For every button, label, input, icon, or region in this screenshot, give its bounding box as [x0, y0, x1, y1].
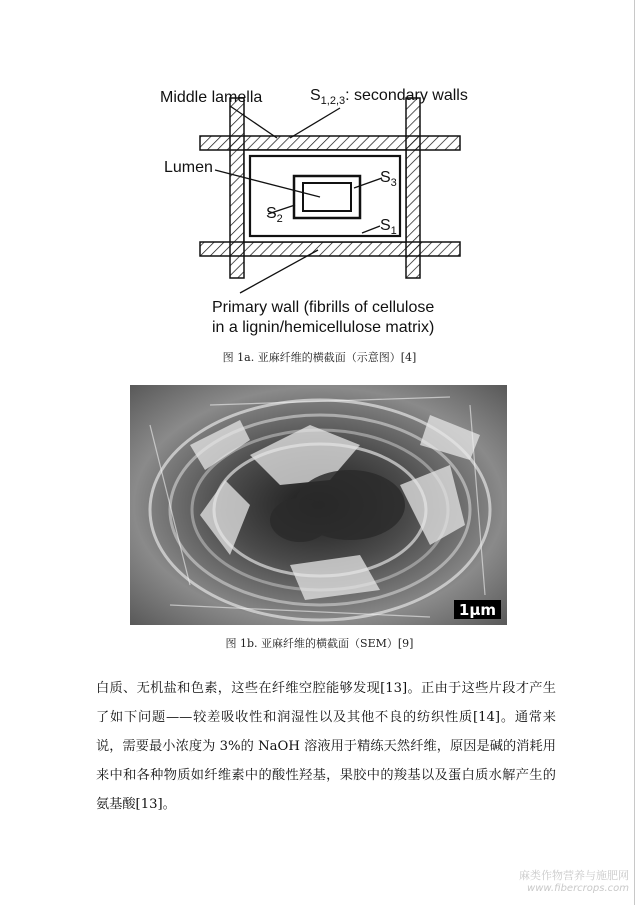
middle-lamella-band: [200, 98, 460, 278]
figure-1b-caption: 图 1b. 亚麻纤维的横截面（SEM）[9]: [225, 637, 414, 650]
label-primary-wall-line1: Primary wall (fibrills of cellulose: [212, 299, 435, 316]
label-s2: $S_2$: [266, 205, 283, 226]
label-s3: $S_3$: [380, 169, 397, 190]
secondary-walls-leader: [290, 108, 340, 138]
figure-1a-diagram: [150, 78, 490, 348]
label-middle-lamella: Middle lamella: [160, 89, 263, 106]
label-s1: $S_1$: [380, 217, 397, 238]
figure-1a-caption: 图 1a. 亚麻纤维的横截面（示意图）[4]: [222, 351, 417, 364]
page-edge-line: [634, 0, 635, 905]
scale-bar-label: 1μm: [454, 600, 501, 620]
sem-micrograph: [130, 385, 507, 625]
label-primary-wall-line2: in a lignin/hemicellulose matrix): [212, 319, 435, 336]
watermark-site-name: 麻类作物营养与施肥网: [519, 868, 629, 882]
label-lumen: Lumen: [164, 159, 213, 176]
figure-1b-sem-image: [130, 385, 507, 625]
watermark-url: www.fibercrops.com: [527, 882, 629, 894]
body-paragraph: 白质、无机盐和色素，这些在纤维空腔能够发现[13]。正由于这些片段才产生了如下问题——较差吸收性和润湿性以及其他不良的纺织性质[14]。通常来说，需要最小浓度为 3%的 NaOH 溶液用于精练天然纤维，原因是碱的消耗用来中和各种物质如纤维素中的酸性羟基，果胶中的羧基以及蛋白质水解产生的氨基酸[13]。: [96, 681, 556, 812]
watermark: [519, 869, 629, 895]
label-secondary-walls: $S_{1,2,3}$: secondary walls: [310, 87, 468, 108]
